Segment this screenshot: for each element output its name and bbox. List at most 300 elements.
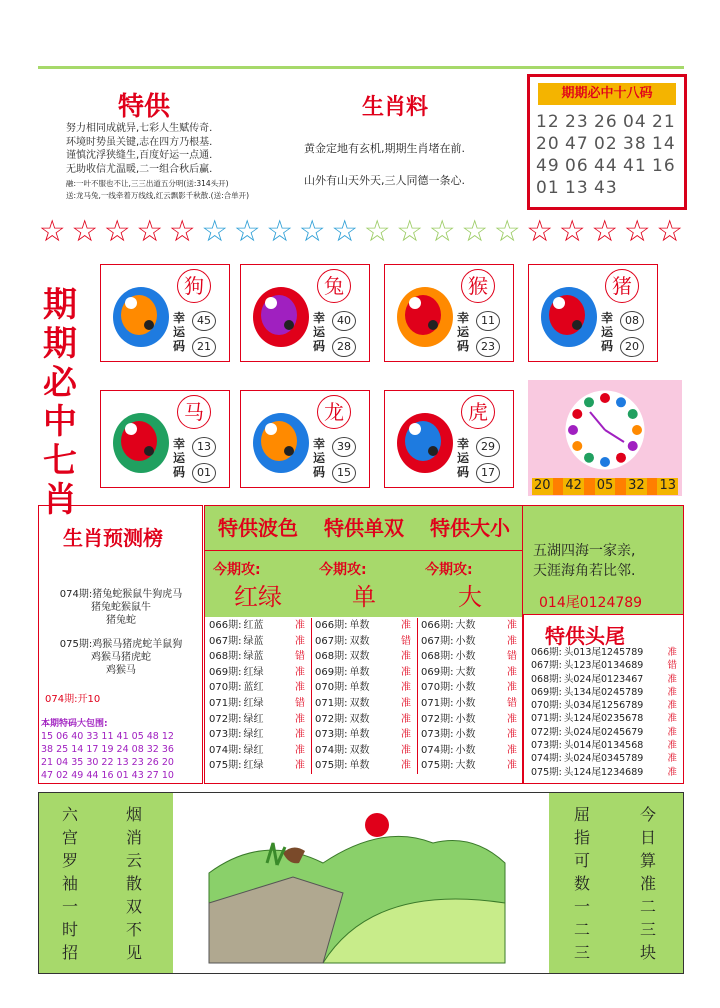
pick: 双数 [349, 744, 370, 756]
history-row [205, 634, 311, 650]
result-mark: 准 [507, 713, 517, 725]
pick: 头014尾0134568 [563, 740, 644, 752]
attack-label: 今期攻: [319, 562, 367, 578]
history-row [527, 766, 683, 779]
title-char: 七 [43, 441, 77, 481]
result-mark: 准 [401, 697, 411, 709]
pick: 双数 [349, 713, 370, 725]
poem-char: 块 [639, 943, 656, 962]
pick: 小数 [455, 729, 476, 741]
pick: 头013尾1245789 [563, 647, 644, 658]
result-mark: 准 [295, 682, 305, 694]
poem-char: 见 [125, 943, 142, 962]
pick: 绿红 [243, 729, 264, 741]
star-icon: ☆ [396, 214, 424, 249]
history-row [527, 646, 683, 659]
poem-char: 一 [61, 897, 78, 916]
period: 069期: [209, 666, 242, 678]
result-mark: 错 [295, 651, 305, 663]
ranking-title: 生肖预测榜 [63, 526, 163, 550]
zodiac-card [384, 390, 514, 488]
result-mark: 准 [667, 766, 677, 778]
poem-char: 数 [573, 874, 590, 893]
zodiac-name: 兔 [317, 269, 351, 303]
result-mark: 准 [295, 635, 305, 647]
zodiac-name: 狗 [177, 269, 211, 303]
period: 069期: [421, 666, 454, 678]
oddeven-title: 特供单双 [311, 506, 418, 550]
bag-row: 47 02 49 44 16 01 43 27 10 [41, 770, 174, 781]
lucky-number: 28 [332, 337, 356, 357]
pick: 红绿 [243, 697, 264, 709]
special-line: 努力相同成就异,七彩人生赋传奇. [66, 123, 213, 134]
mountain-bird-icon [173, 793, 549, 973]
prediction-line: 鸡猴马 [106, 665, 136, 676]
pick: 单数 [349, 682, 370, 694]
lucky-code-label: 幸运码 [601, 311, 614, 353]
history-row [417, 712, 523, 728]
title-char: 肖 [43, 480, 77, 520]
pick: 大数 [455, 760, 476, 772]
bigsmall-title: 特供大小 [417, 506, 523, 550]
zodiac-material-line1: 黄金定地有玄机,期期生肖堵在前. [304, 142, 465, 155]
history-row [417, 758, 523, 774]
attack-value: 单 [352, 583, 376, 611]
prediction-line: 鸡猴马猪虎蛇羊鼠狗 [92, 639, 183, 650]
history-row [311, 696, 417, 712]
period: 071期: [209, 697, 242, 709]
history-row [311, 649, 417, 665]
pick: 小数 [455, 651, 476, 663]
pick: 小数 [455, 682, 476, 694]
code-number: 12 [536, 112, 560, 132]
special-note: 融:一叶不服也不让,三三出道五分明(送:314头开) [66, 179, 229, 188]
clock-dot [600, 457, 610, 467]
code-number: 41 [623, 156, 647, 176]
period: 068期: [315, 651, 348, 663]
period: 073期: [315, 729, 348, 741]
pick: 双数 [349, 651, 370, 663]
result-mark: 错 [667, 660, 677, 672]
attack-value: 大 [458, 583, 482, 611]
history-row [205, 618, 311, 634]
slogan-line1: 五湖四海一家亲, [533, 543, 636, 559]
period: 073期: [421, 729, 454, 741]
code-number: 26 [594, 112, 618, 132]
code-number: 02 [594, 134, 618, 154]
clock-dot [572, 441, 582, 451]
star-icon: ☆ [168, 214, 196, 249]
clock-dot [616, 453, 626, 463]
pick: 头024尾0123467 [563, 673, 644, 685]
result-mark: 准 [401, 744, 411, 756]
poem-column [639, 803, 657, 964]
result-mark: 准 [507, 635, 517, 647]
eighteen-codes-list [536, 111, 684, 199]
pick: 绿红 [243, 744, 264, 756]
result-mark: 准 [667, 753, 677, 765]
slogan-line2: 天涯海角若比邻. [533, 563, 636, 579]
period: 066期: [421, 620, 454, 631]
zodiac-card [240, 390, 370, 488]
zodiac-card [240, 264, 370, 362]
code-number: 49 [536, 156, 560, 176]
pick: 小数 [455, 713, 476, 725]
lucky-number: 39 [332, 437, 356, 457]
result-mark: 准 [295, 666, 305, 678]
poem-left [39, 793, 173, 973]
clock-number: 05 [596, 478, 614, 493]
history-row [527, 673, 683, 686]
history-row [527, 686, 683, 699]
result-mark: 错 [507, 651, 517, 663]
attack-label: 今期攻: [425, 562, 473, 578]
poem-char: 不 [125, 920, 142, 939]
period: 075期: [531, 766, 562, 778]
history-row [311, 680, 417, 696]
bag-row: 38 25 14 17 19 24 08 32 36 [41, 744, 174, 755]
pick: 红绿 [243, 760, 264, 772]
code-number: 20 [536, 134, 560, 154]
result-mark: 准 [401, 713, 411, 725]
result-mark: 准 [507, 682, 517, 694]
period: 067期: [209, 635, 242, 647]
zodiac-name: 龙 [317, 395, 351, 429]
wave-title: 特供波色 [205, 506, 312, 550]
period: 069期: [315, 666, 348, 678]
clock-number: 32 [628, 478, 645, 493]
period-label: 075期: [59, 639, 93, 650]
period: 074期: [315, 744, 348, 756]
star-icon: ☆ [201, 214, 229, 249]
result-mark: 准 [667, 673, 677, 685]
history-row [417, 680, 523, 696]
clock-numbers [532, 478, 678, 495]
period: 072期: [209, 713, 242, 725]
period: 069期: [531, 686, 562, 698]
special-note: 送:龙马兔,一线牵着万线线,红云飘影千秋散.(送:合单开) [66, 191, 250, 200]
code-number: 06 [565, 156, 589, 176]
oddeven-attack [311, 550, 418, 617]
history-row [527, 699, 683, 712]
code-number: 21 [652, 112, 676, 132]
history-row [311, 758, 417, 774]
result-mark: 准 [667, 726, 677, 738]
period: 070期: [315, 682, 348, 694]
pick: 红绿 [243, 666, 264, 678]
poem-char: 烟 [125, 805, 142, 824]
history-row [311, 727, 417, 743]
result-mark: 准 [401, 620, 411, 631]
result-mark: 准 [401, 651, 411, 663]
zodiac-name: 猪 [605, 269, 639, 303]
pick: 绿蓝 [243, 651, 264, 663]
special-poem [66, 122, 276, 201]
poem-char: 可 [573, 851, 590, 870]
pick: 单数 [349, 620, 370, 631]
zodiac-material-line2: 山外有山天外天,三人同德一条心. [304, 174, 465, 187]
history-row [417, 618, 523, 634]
history-row [205, 743, 311, 759]
pick: 单数 [349, 729, 370, 741]
poem-column [573, 803, 591, 964]
pick: 头134尾0245789 [563, 686, 644, 698]
period: 068期: [209, 651, 242, 663]
result-mark: 准 [667, 686, 677, 698]
poem-column [61, 803, 79, 964]
head-tail-history [527, 646, 683, 779]
period: 070期: [421, 682, 454, 694]
prediction-line: 鸡猴马猪虎蛇 [91, 652, 151, 663]
star-icon: ☆ [428, 214, 456, 249]
zodiac-papercut-icon [109, 401, 173, 477]
title-char: 中 [43, 402, 77, 442]
prediction-line: 猪兔蛇猴鼠牛狗虎马 [92, 589, 183, 600]
result-mark: 准 [507, 729, 517, 741]
period: 073期: [531, 740, 562, 752]
history-row [311, 665, 417, 681]
period: 066期: [209, 620, 242, 631]
poem-char: 准 [639, 874, 656, 893]
period: 068期: [531, 673, 562, 685]
result-mark: 准 [507, 666, 517, 678]
result-mark: 准 [507, 744, 517, 756]
top-divider [38, 66, 684, 69]
code-number: 38 [623, 134, 647, 154]
result-mark: 准 [401, 682, 411, 694]
forecast-columns [204, 505, 524, 784]
pick: 红蓝 [243, 620, 264, 631]
history-row [205, 758, 311, 774]
lucky-number: 21 [192, 337, 216, 357]
lucky-number: 15 [332, 463, 356, 483]
poem-char: 消 [125, 828, 142, 847]
poem-char: 二 [573, 920, 590, 939]
attack-label: 今期攻: [213, 562, 261, 578]
clock-number: 13 [659, 478, 676, 493]
poem-char: 宫 [61, 828, 78, 847]
period: 072期: [531, 726, 562, 738]
lucky-number: 17 [476, 463, 500, 483]
zodiac-card [100, 264, 230, 362]
lucky-code-label: 幸运码 [313, 311, 326, 353]
poem-char: 招 [61, 943, 78, 962]
clock-panel [528, 380, 682, 496]
zodiac-papercut-icon [249, 401, 313, 477]
poem-char: 日 [639, 828, 656, 847]
eighteen-codes-box [527, 74, 687, 210]
zodiac-card [384, 264, 514, 362]
period: 066期: [531, 647, 562, 658]
zodiac-name: 猴 [461, 269, 495, 303]
bag-title: 本期特码大包围: [41, 719, 108, 729]
period: 068期: [421, 651, 454, 663]
open-result: 074期:开10 [45, 694, 101, 705]
period-label: 074期: [59, 589, 93, 600]
head-tail-panel [522, 505, 684, 784]
bigsmall-attack [417, 550, 523, 617]
lucky-number: 45 [192, 311, 216, 331]
history-row [527, 659, 683, 672]
history-row [527, 739, 683, 752]
period: 075期: [209, 760, 242, 772]
poem-char: 屈 [573, 805, 590, 824]
title-char: 期 [43, 324, 77, 364]
bag-row: 21 04 35 30 22 13 23 26 20 [41, 757, 174, 768]
ranking-075 [43, 638, 199, 677]
lucky-code-label: 幸运码 [173, 437, 186, 479]
result-mark: 准 [667, 713, 677, 725]
poem-char: 罗 [61, 851, 78, 870]
lucky-number: 01 [192, 463, 216, 483]
pick: 双数 [349, 697, 370, 709]
code-number: 16 [652, 156, 676, 176]
star-icon: ☆ [233, 214, 261, 249]
clock-dot [584, 453, 594, 463]
clock-dot [600, 393, 610, 403]
clock-number: 20 [534, 478, 551, 493]
result-mark: 准 [507, 620, 517, 631]
clock-dot [628, 441, 638, 451]
pick: 小数 [455, 635, 476, 647]
zodiac-name: 虎 [461, 395, 495, 429]
history-row [311, 712, 417, 728]
clock-icon [528, 380, 682, 480]
result-mark: 错 [295, 697, 305, 709]
period: 072期: [315, 713, 348, 725]
ranking-panel [38, 505, 203, 784]
poem-char: 一 [573, 897, 590, 916]
poem-char: 指 [573, 828, 590, 847]
pick: 头024尾0345789 [563, 753, 644, 765]
lucky-number: 13 [192, 437, 216, 457]
prediction-line: 猪兔蛇 [106, 615, 136, 626]
zodiac-card [528, 264, 658, 362]
period: 067期: [531, 660, 562, 672]
history-row [527, 752, 683, 765]
zodiac-papercut-icon [393, 401, 457, 477]
pick: 头124尾1234689 [563, 766, 644, 778]
zodiac-card [100, 390, 230, 488]
result-mark: 准 [401, 760, 411, 772]
code-number: 43 [594, 178, 618, 198]
result-mark: 准 [667, 647, 677, 658]
pick: 绿红 [243, 713, 264, 725]
pick: 小数 [455, 744, 476, 756]
zodiac-papercut-icon [537, 275, 601, 351]
slogan-box [523, 506, 683, 615]
star-icon: ☆ [461, 214, 489, 249]
star-icon: ☆ [298, 214, 326, 249]
result-mark: 准 [295, 760, 305, 772]
result-mark: 准 [295, 729, 305, 741]
star-icon: ☆ [363, 214, 391, 249]
period: 070期: [531, 700, 562, 712]
star-icon: ☆ [331, 214, 359, 249]
zodiac-papercut-icon [109, 275, 173, 351]
history-row [417, 665, 523, 681]
star-icon: ☆ [591, 214, 619, 249]
code-number: 23 [565, 112, 589, 132]
wave-attack [205, 550, 312, 617]
clock-dot [568, 425, 578, 435]
code-number: 04 [623, 112, 647, 132]
pick: 头034尾1256789 [563, 700, 644, 712]
star-icon: ☆ [103, 214, 131, 249]
special-line: 环境时势虽关键,志在四方乃根基. [66, 136, 213, 148]
lucky-code-label: 幸运码 [457, 437, 470, 479]
pick: 单数 [349, 760, 370, 772]
special-title: 特供 [118, 92, 171, 122]
history-row [311, 618, 417, 634]
period: 075期: [315, 760, 348, 772]
oddeven-history [311, 618, 418, 774]
zodiac-papercut-icon [249, 275, 313, 351]
poem-char: 袖 [61, 874, 78, 893]
result-mark: 错 [507, 697, 517, 709]
history-row [205, 712, 311, 728]
history-row [205, 727, 311, 743]
star-icon: ☆ [493, 214, 521, 249]
star-icon: ☆ [38, 214, 66, 249]
code-number: 47 [565, 134, 589, 154]
star-icon: ☆ [526, 214, 554, 249]
period: 072期: [421, 713, 454, 725]
eighteen-codes-title: 期期必中十八码 [538, 83, 676, 105]
zodiac-material-title: 生肖料 [362, 95, 429, 120]
history-row [205, 665, 311, 681]
poem-char: 今 [639, 805, 656, 824]
period: 067期: [421, 635, 454, 647]
result-mark: 错 [401, 635, 411, 647]
pick: 绿蓝 [243, 635, 264, 647]
bottom-panel [38, 792, 684, 974]
period: 075期: [421, 760, 454, 772]
poem-char: 双 [125, 897, 142, 916]
poem-char: 散 [125, 874, 142, 893]
poem-char: 三 [573, 943, 590, 962]
bag-numbers [41, 730, 174, 782]
clock-dot [572, 409, 582, 419]
landscape-picture [173, 793, 549, 973]
pick: 头124尾0235678 [563, 713, 644, 725]
period: 071期: [315, 697, 348, 709]
star-icon: ☆ [266, 214, 294, 249]
result-mark: 准 [667, 700, 677, 712]
pick: 大数 [455, 666, 476, 678]
head-tail-title: 特供头尾 [545, 624, 625, 648]
pick: 头123尾0134689 [563, 660, 644, 672]
period: 067期: [315, 635, 348, 647]
history-row [417, 696, 523, 712]
poem-char: 六 [61, 805, 78, 824]
zodiac-papercut-icon [393, 275, 457, 351]
history-row [527, 712, 683, 725]
special-line: 无助收信尤温暖,二一组合秋后赢. [66, 163, 213, 175]
bag-row: 15 06 40 33 11 41 05 48 12 [41, 731, 174, 742]
period: 070期: [209, 682, 242, 694]
attack-value: 红绿 [234, 583, 282, 611]
result-mark: 准 [295, 713, 305, 725]
code-number: 14 [652, 134, 676, 154]
result-mark: 准 [507, 760, 517, 772]
star-icon: ☆ [623, 214, 651, 249]
clock-dot [632, 425, 642, 435]
poem-column [125, 803, 143, 964]
star-icon: ☆ [558, 214, 586, 249]
period: 066期: [315, 620, 348, 631]
history-row [311, 634, 417, 650]
